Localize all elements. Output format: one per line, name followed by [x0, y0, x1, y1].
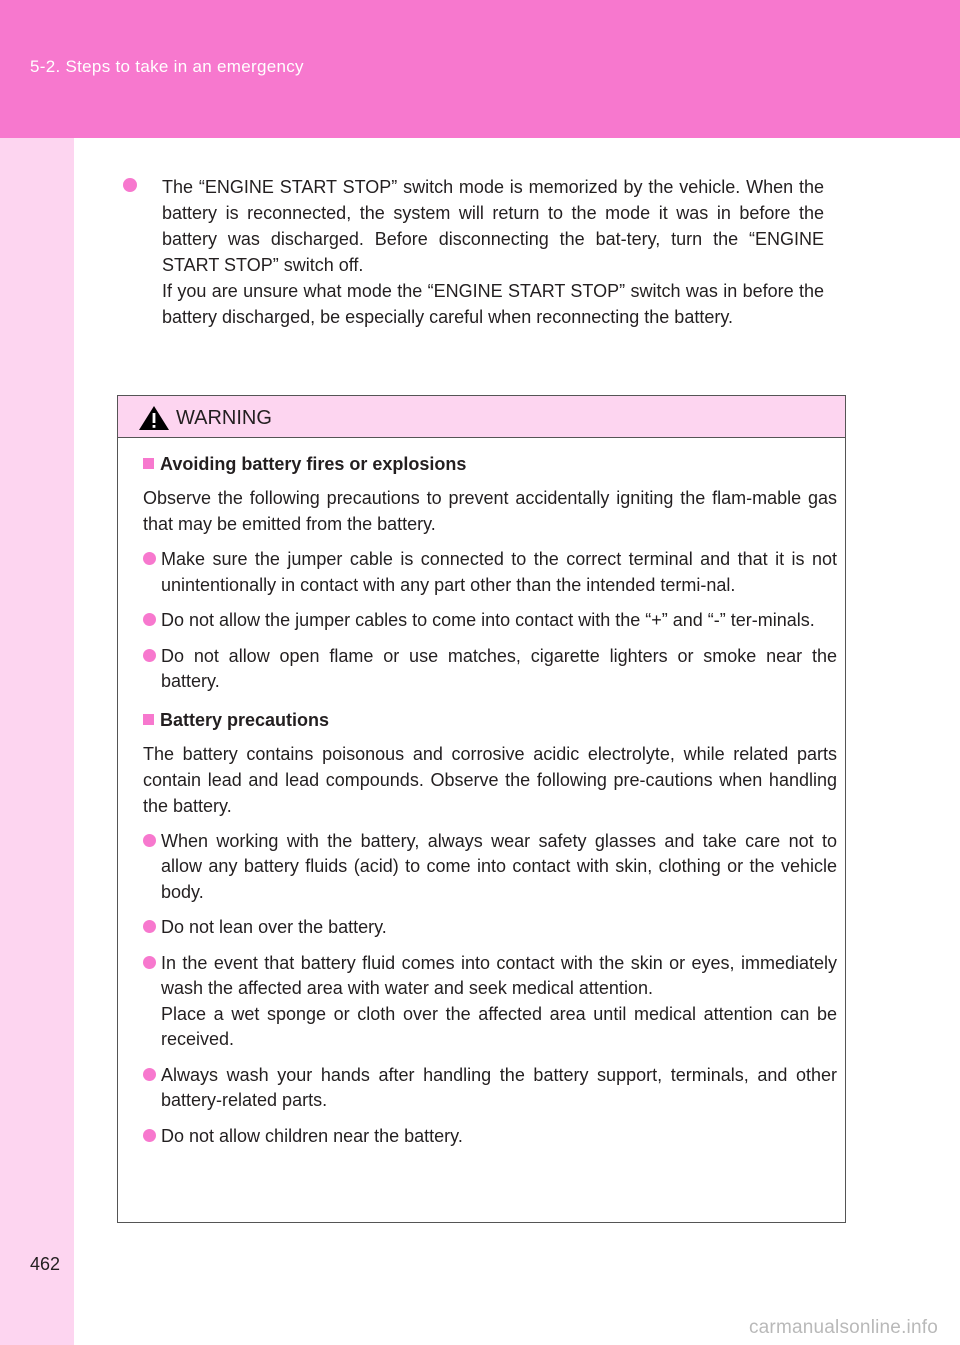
warning-body	[118, 438, 845, 1149]
bullet-item	[143, 915, 837, 941]
bullet-icon	[143, 613, 156, 626]
square-bullet-icon	[143, 458, 154, 469]
bullet-text: Make sure the jumper cable is connected to the correct terminal and that it is not unintentionally in contact with any part other than the intended termi-nal.	[161, 549, 837, 595]
bullet-icon	[143, 920, 156, 933]
bullet-text: When working with the battery, always wear safety glasses and take care not to allow any battery fluids (acid) to come into contact with skin, clothing or the vehicle body.	[161, 830, 837, 902]
section-heading-text: Avoiding battery fires or explosions	[160, 454, 467, 474]
bullet-text: Do not allow the jumper cables to come into contact with the “+” and “-” ter-minals.	[161, 610, 815, 630]
bullet-item	[143, 951, 837, 1053]
watermark: carmanualsonline.info	[748, 1317, 938, 1338]
intro-note	[140, 174, 824, 331]
bullet-icon	[143, 1129, 156, 1142]
bullet-icon	[123, 178, 137, 192]
bullet-item	[143, 608, 837, 634]
page-header	[0, 0, 960, 138]
warning-section	[118, 451, 845, 695]
warning-section	[118, 707, 845, 1150]
warning-header	[118, 396, 845, 438]
intro-paragraph: If you are unsure what mode the “ENGINE START STOP” switch was in before the battery discharged, be especially careful when reconnecting the battery.	[162, 281, 824, 328]
page-number: 462	[30, 1254, 61, 1274]
bullet-text: Do not allow open flame or use matches, cigarette lighters or smoke near the battery.	[161, 645, 837, 691]
section-heading	[143, 451, 845, 477]
square-bullet-icon	[143, 714, 154, 725]
bullet-text: Do not lean over the battery.	[161, 917, 387, 937]
bullet-item	[143, 1124, 837, 1150]
section-heading	[143, 707, 845, 733]
section-text: The battery contains poisonous and corrosive acidic electrolyte, while related parts contain lead and lead compounds. Observe the following pre-cautions when handling the battery.	[143, 743, 837, 816]
section-title: 5-2. Steps to take in an emergency	[30, 57, 304, 76]
warning-triangle-icon	[138, 405, 170, 431]
bullet-icon	[143, 649, 156, 662]
bullet-text: Do not allow children near the battery.	[161, 1125, 463, 1146]
bullet-icon	[143, 956, 156, 969]
section-text: Observe the following precautions to prevent accidentally igniting the flam-mable gas that may be emitted from the battery.	[143, 488, 837, 534]
bullet-icon	[143, 834, 156, 847]
bullet-text: Always wash your hands after handling the battery support, terminals, and other battery-related parts.	[161, 1064, 837, 1110]
bullet-item	[143, 829, 837, 906]
bullet-item	[143, 1063, 837, 1114]
warning-title: WARNING	[176, 407, 272, 429]
left-margin-band	[0, 138, 74, 1345]
bullet-icon	[143, 1068, 156, 1081]
warning-box	[117, 395, 846, 1223]
bullet-text: In the event that battery fluid comes into contact with the skin or eyes, immediately wash the affected area with water and seek medical attention.	[161, 952, 837, 998]
section-heading-text: Battery precautions	[160, 709, 330, 730]
bullet-item	[143, 547, 837, 598]
bullet-icon	[143, 552, 156, 565]
bullet-item	[143, 644, 837, 695]
intro-paragraph: The “ENGINE START STOP” switch mode is memorized by the vehicle. When the battery is reconnected, the system will return to the mode it was in before the battery was discharged. Before disconnecting the bat-tery, turn the “ENGINE START STOP” switch off.	[162, 177, 824, 276]
bullet-text: Place a wet sponge or cloth over the affected area until medical attention can be received.	[161, 1003, 837, 1049]
